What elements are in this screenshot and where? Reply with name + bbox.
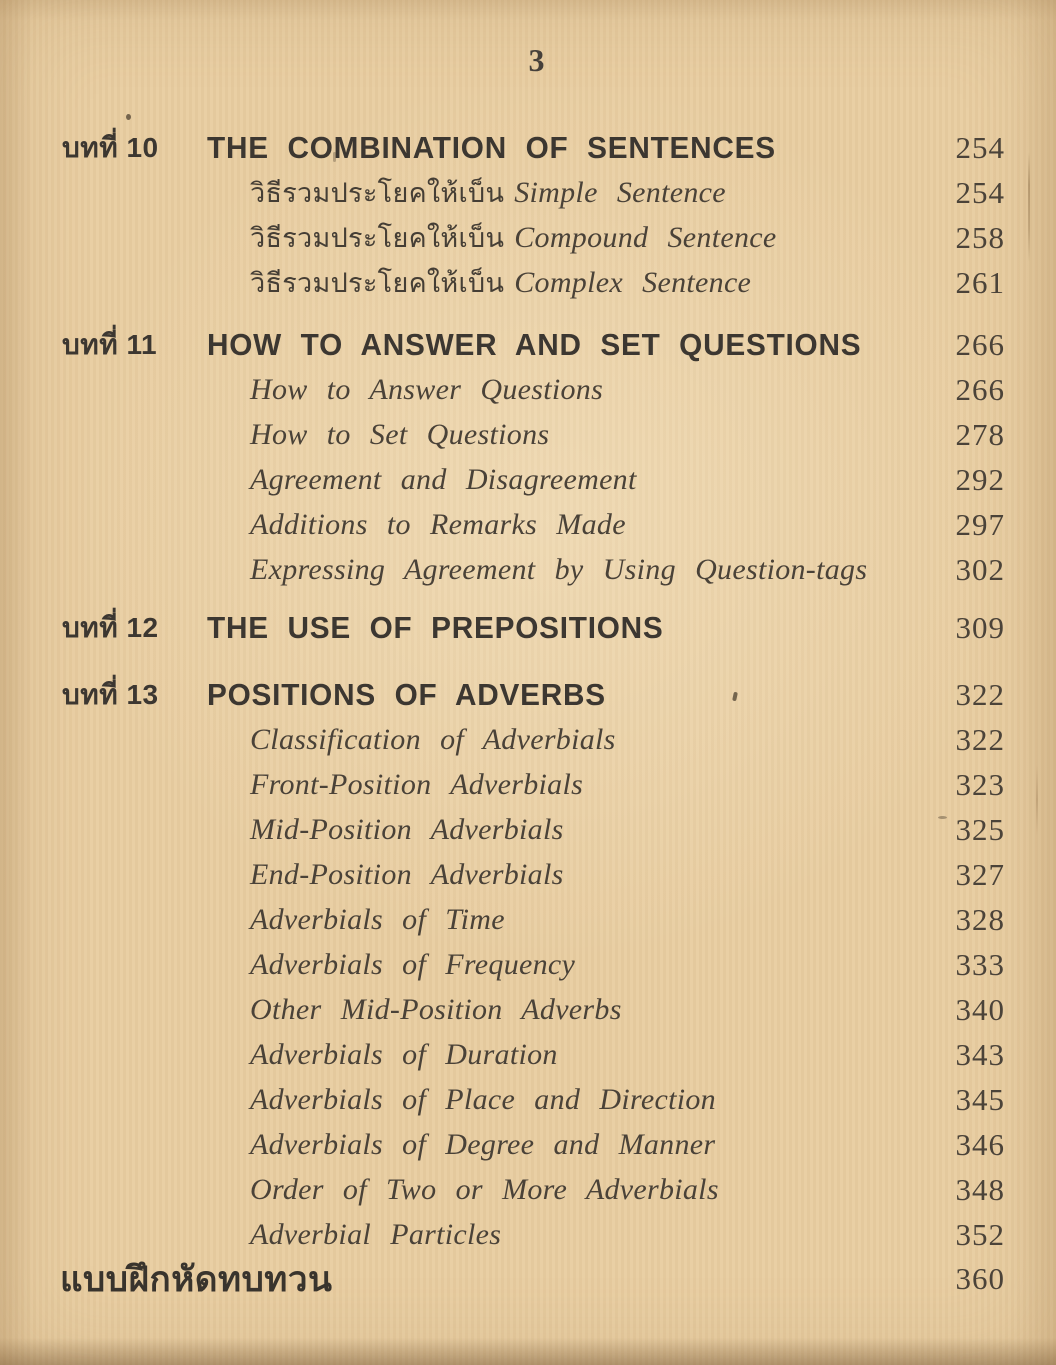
chapter-page-number: 309 bbox=[955, 609, 1005, 645]
entry-title-italic: Simple Sentence bbox=[514, 176, 726, 209]
entry-title bbox=[250, 463, 927, 497]
paper-crease bbox=[1036, 765, 1038, 835]
chapter-title: POSITIONS OF ADVERBS bbox=[207, 676, 606, 712]
entry-title-italic: Additions to Remarks Made bbox=[250, 507, 626, 541]
paper-speck bbox=[126, 114, 131, 120]
toc-entry-row bbox=[62, 1077, 1005, 1122]
toc-entry-row bbox=[62, 457, 1005, 502]
toc-section bbox=[62, 672, 1005, 1257]
toc-entry-row bbox=[62, 1032, 1005, 1077]
entry-title bbox=[250, 768, 927, 802]
toc-section bbox=[62, 125, 1005, 305]
chapter-label: บทที่ 10 bbox=[62, 131, 159, 163]
table-of-contents bbox=[62, 125, 1005, 1257]
entry-page-number: 254 bbox=[955, 174, 1005, 210]
entry-title-italic: Adverbials of Frequency bbox=[250, 947, 576, 981]
entry-title-italic: Front-Position Adverbials bbox=[250, 767, 584, 801]
chapter-title: HOW TO ANSWER AND SET QUESTIONS bbox=[207, 326, 862, 362]
chapter-title: THE COMBINATION OF SENTENCES bbox=[207, 129, 776, 165]
chapter-row bbox=[62, 322, 1005, 367]
toc-entry-row bbox=[62, 367, 1005, 412]
paper-speck bbox=[938, 816, 947, 819]
chapter-page-number: 254 bbox=[955, 129, 1005, 165]
entry-title bbox=[250, 858, 927, 892]
entry-page-number: 327 bbox=[955, 856, 1005, 892]
entry-title-italic: Compound Sentence bbox=[514, 221, 777, 254]
entry-title bbox=[250, 1218, 927, 1252]
chapter-label: บทที่ 13 bbox=[62, 678, 159, 710]
chapter-title: THE USE OF PREPOSITIONS bbox=[207, 609, 664, 645]
entry-title bbox=[250, 1128, 927, 1162]
toc-section bbox=[62, 605, 1005, 650]
entry-page-number: 261 bbox=[955, 264, 1005, 300]
entry-title bbox=[250, 216, 927, 259]
toc-entry-row bbox=[62, 170, 1005, 215]
paper-crease bbox=[1028, 152, 1030, 262]
entry-thai-text: วิธีรวมประโยคให้เบ็น bbox=[250, 268, 505, 298]
toc-entry-row bbox=[62, 987, 1005, 1032]
entry-title bbox=[250, 261, 927, 304]
entry-title bbox=[250, 723, 927, 757]
entry-title bbox=[250, 993, 927, 1027]
toc-entry-row bbox=[62, 717, 1005, 762]
entry-page-number: 348 bbox=[955, 1171, 1005, 1207]
toc-entry-row bbox=[62, 1122, 1005, 1167]
review-exercises-page-number: 360 bbox=[955, 1261, 1005, 1296]
entry-page-number: 278 bbox=[955, 416, 1005, 452]
entry-title-italic: End-Position Adverbials bbox=[250, 857, 564, 891]
entry-title-italic: How to Answer Questions bbox=[250, 372, 604, 406]
toc-entry-row bbox=[62, 1212, 1005, 1257]
entry-page-number: 333 bbox=[955, 946, 1005, 982]
entry-title bbox=[250, 1038, 927, 1072]
entry-page-number: 266 bbox=[955, 371, 1005, 407]
review-exercises-label: แบบฝึกหัดทบทวน bbox=[60, 1259, 333, 1299]
entry-title-italic: How to Set Questions bbox=[250, 417, 550, 451]
paper-speck bbox=[333, 152, 336, 162]
entry-page-number: 343 bbox=[955, 1036, 1005, 1072]
chapter-row bbox=[62, 605, 1005, 650]
entry-title-italic: Other Mid-Position Adverbs bbox=[250, 992, 622, 1026]
review-exercises-row bbox=[62, 1253, 1005, 1305]
entry-title-italic: Agreement and Disagreement bbox=[250, 462, 637, 496]
entry-thai-text: วิธีรวมประโยคให้เบ็น bbox=[250, 178, 505, 208]
entry-page-number: 325 bbox=[955, 811, 1005, 847]
toc-entry-row bbox=[62, 897, 1005, 942]
entry-title bbox=[250, 171, 927, 214]
page-number: 3 bbox=[528, 42, 546, 78]
entry-page-number: 346 bbox=[955, 1126, 1005, 1162]
entry-thai-text: วิธีรวมประโยคให้เบ็น bbox=[250, 223, 505, 253]
entry-title-italic: Adverbials of Place and Direction bbox=[250, 1082, 716, 1116]
toc-entry-row bbox=[62, 807, 1005, 852]
entry-page-number: 322 bbox=[955, 721, 1005, 757]
chapter-row bbox=[62, 672, 1005, 717]
toc-section bbox=[62, 322, 1005, 592]
entry-title-italic: Mid-Position Adverbials bbox=[250, 812, 564, 846]
entry-page-number: 340 bbox=[955, 991, 1005, 1027]
entry-title bbox=[250, 1173, 927, 1207]
toc-entry-row bbox=[62, 502, 1005, 547]
toc-entry-row bbox=[62, 852, 1005, 897]
entry-page-number: 297 bbox=[955, 506, 1005, 542]
entry-title-italic: Order of Two or More Adverbials bbox=[250, 1172, 719, 1206]
entry-title bbox=[250, 373, 927, 407]
chapter-page-number: 266 bbox=[955, 326, 1005, 362]
entry-title-italic: Expressing Agreement by Using Question-tags bbox=[250, 552, 868, 586]
chapter-page-number: 322 bbox=[955, 676, 1005, 712]
page-content bbox=[62, 125, 1005, 1305]
entry-page-number: 328 bbox=[955, 901, 1005, 937]
toc-entry-row bbox=[62, 412, 1005, 457]
entry-title bbox=[250, 553, 927, 587]
entry-title bbox=[250, 813, 927, 847]
entry-page-number: 302 bbox=[955, 551, 1005, 587]
entry-page-number: 345 bbox=[955, 1081, 1005, 1117]
entry-title-italic: Complex Sentence bbox=[514, 266, 752, 299]
entry-title bbox=[250, 948, 927, 982]
entry-title bbox=[250, 418, 927, 452]
toc-entry-row bbox=[62, 260, 1005, 305]
entry-page-number: 258 bbox=[955, 219, 1005, 255]
chapter-label: บทที่ 11 bbox=[62, 328, 158, 360]
toc-entry-row bbox=[62, 1167, 1005, 1212]
toc-entry-row bbox=[62, 547, 1005, 592]
chapter-row bbox=[62, 125, 1005, 170]
entry-title bbox=[250, 903, 927, 937]
entry-title bbox=[250, 1083, 927, 1117]
entry-title bbox=[250, 508, 927, 542]
chapter-label: บทที่ 12 bbox=[62, 611, 159, 643]
toc-entry-row bbox=[62, 215, 1005, 260]
entry-title-italic: Classification of Adverbials bbox=[250, 722, 616, 756]
entry-page-number: 323 bbox=[955, 766, 1005, 802]
entry-title-italic: Adverbials of Duration bbox=[250, 1037, 558, 1071]
entry-page-number: 352 bbox=[955, 1216, 1005, 1252]
entry-title-italic: Adverbials of Degree and Manner bbox=[250, 1127, 716, 1161]
toc-entry-row bbox=[62, 762, 1005, 807]
toc-entry-row bbox=[62, 942, 1005, 987]
entry-title-italic: Adverbial Particles bbox=[250, 1217, 502, 1251]
entry-title-italic: Adverbials of Time bbox=[250, 902, 505, 936]
entry-page-number: 292 bbox=[955, 461, 1005, 497]
